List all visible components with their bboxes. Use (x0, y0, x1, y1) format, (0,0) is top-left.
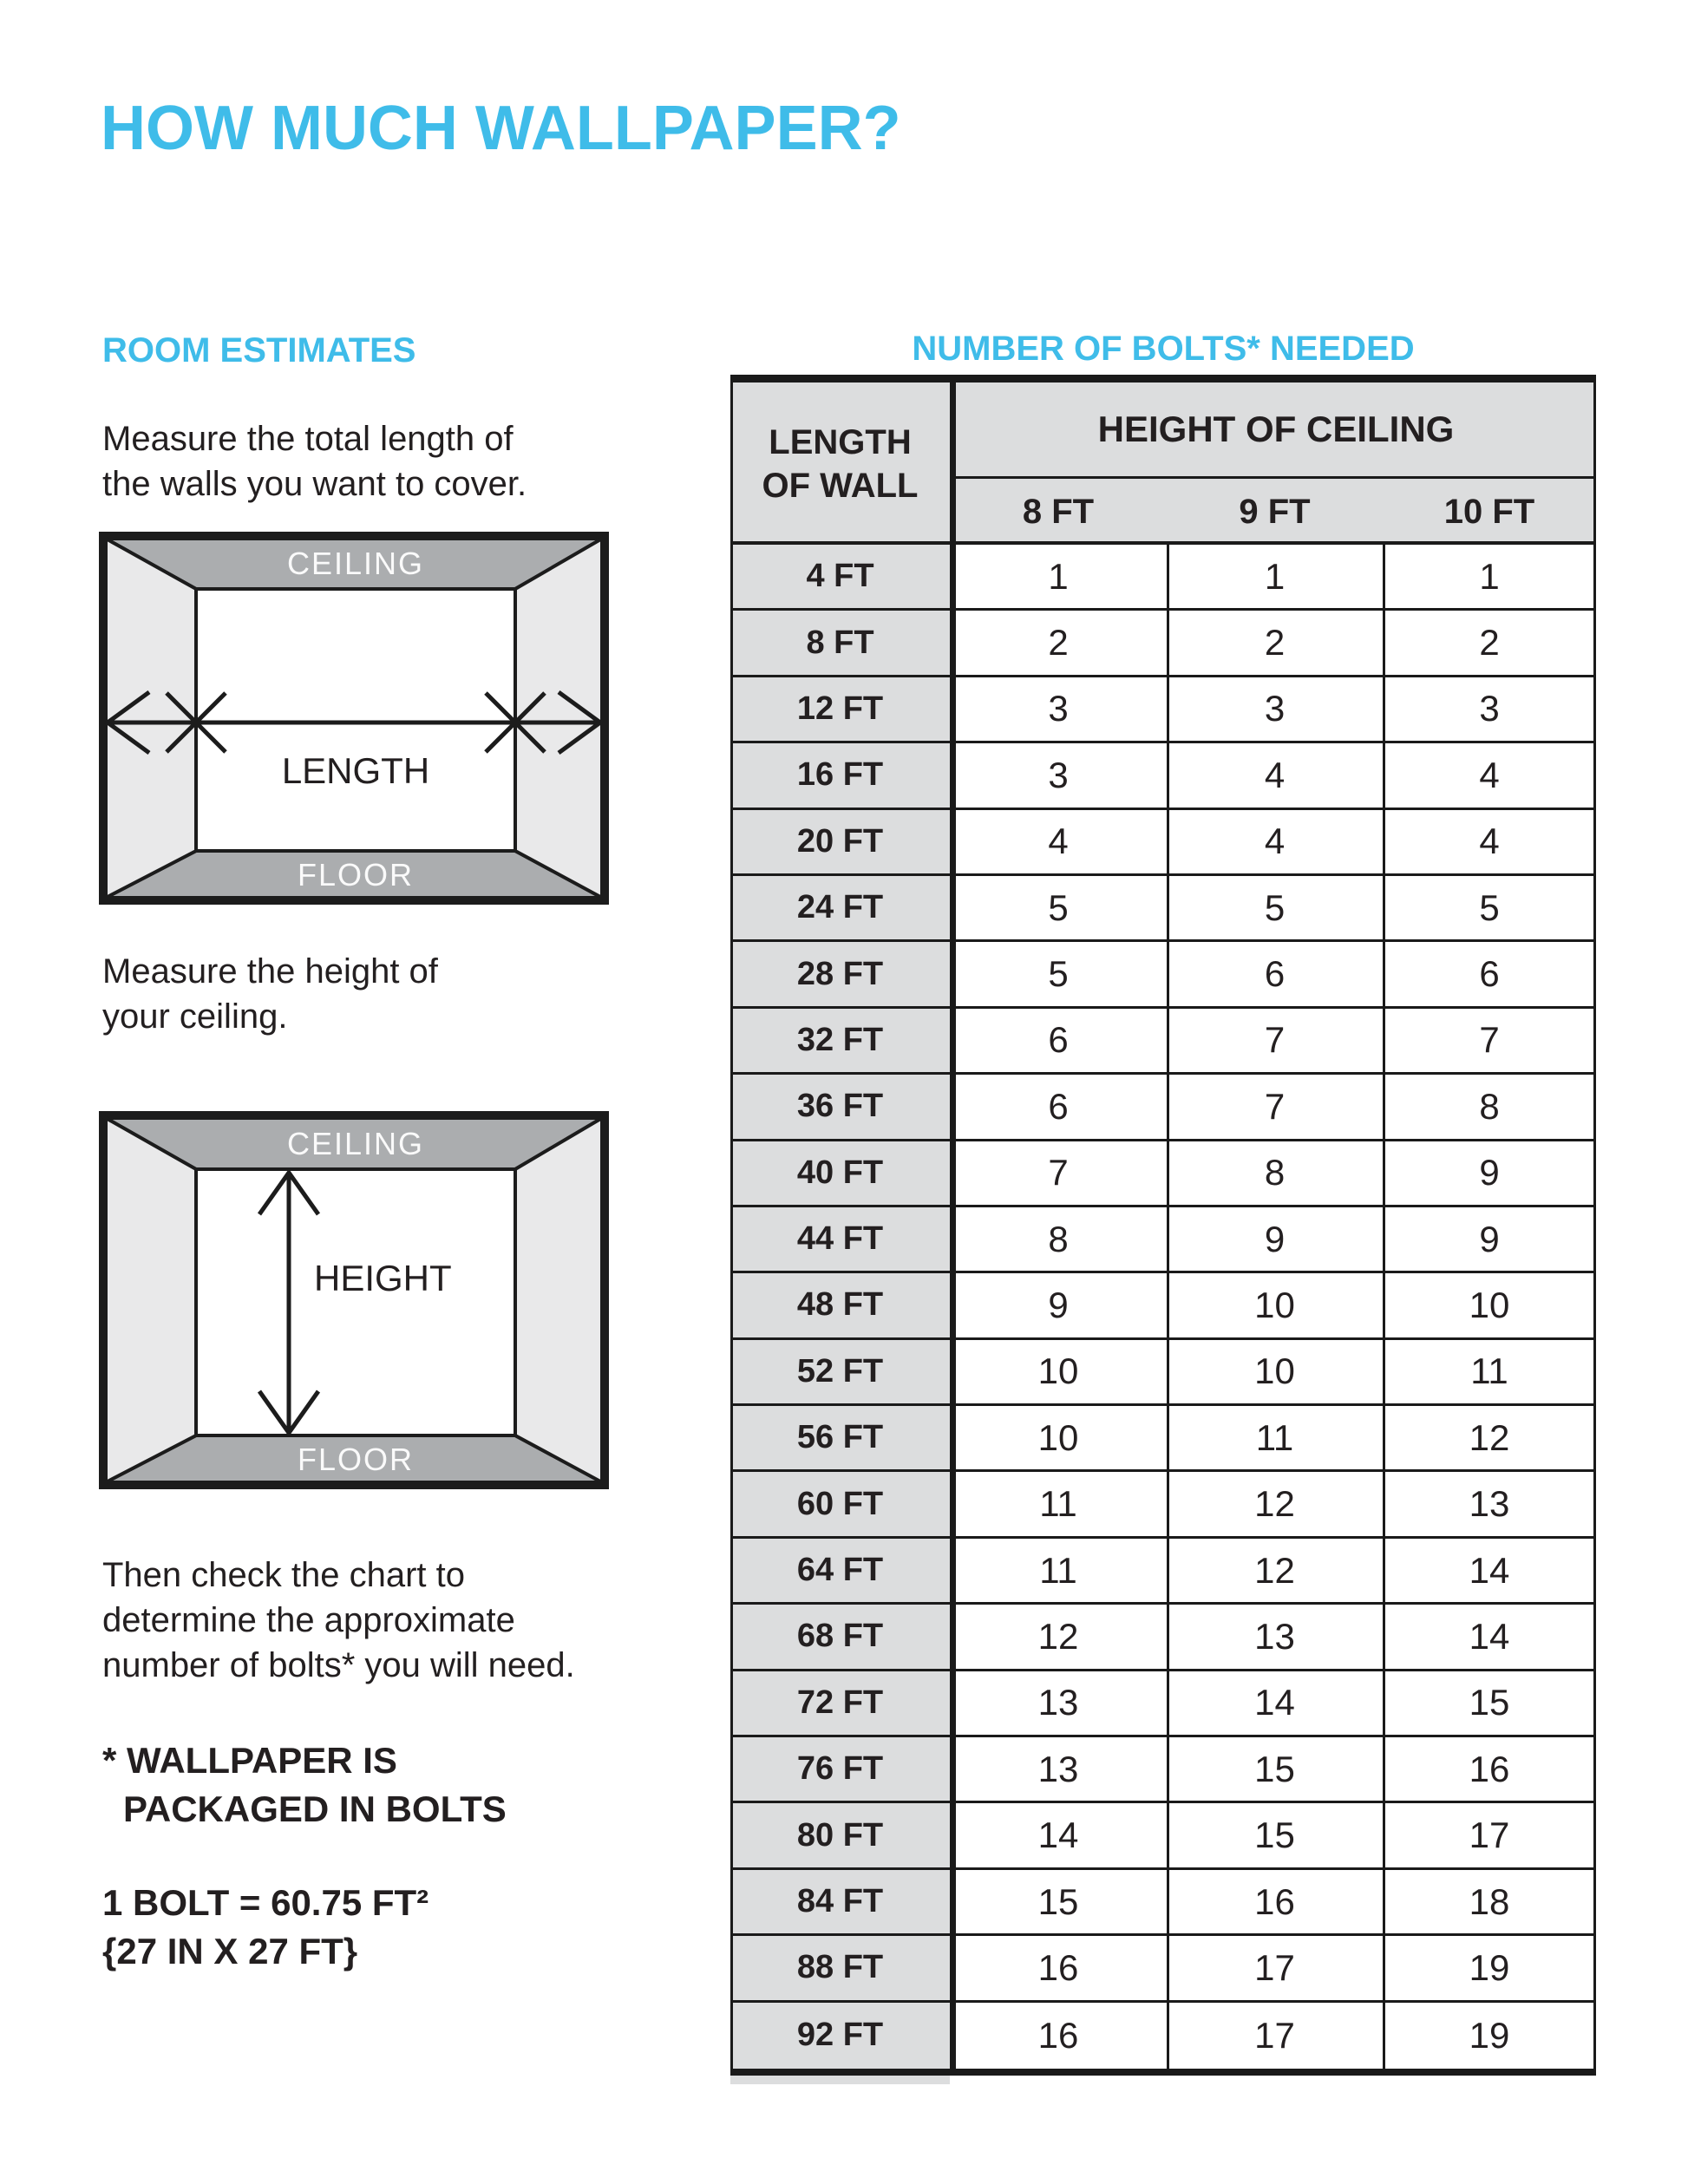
wall-length-cell: 48 FT (730, 1273, 950, 1337)
right-wall-plane (515, 1118, 602, 1482)
bolts-9ft-cell: 11 (1167, 1406, 1383, 1469)
bolts-10ft-cell: 11 (1383, 1340, 1596, 1403)
table-row (730, 810, 1596, 876)
instruction-height-line1: Measure the height of (102, 952, 438, 991)
bolts-8ft-cell: 15 (950, 1870, 1167, 1933)
label-column-tail (730, 2076, 950, 2084)
bolt-size-info (102, 1879, 429, 1976)
table-row (730, 876, 1596, 942)
bolts-8ft-cell: 2 (950, 611, 1167, 674)
bolts-9ft-cell: 7 (1167, 1009, 1383, 1072)
table-row (730, 743, 1596, 809)
table-row (730, 1207, 1596, 1273)
bolts-8ft-cell: 13 (950, 1671, 1167, 1735)
bolts-8ft-cell: 16 (950, 2003, 1167, 2069)
table-row (730, 677, 1596, 743)
bolts-9ft-cell: 5 (1167, 876, 1383, 939)
wall-length-cell: 72 FT (730, 1671, 950, 1735)
bolts-9ft-cell: 7 (1167, 1075, 1383, 1138)
bolts-10ft-cell: 18 (1383, 1870, 1596, 1933)
bolts-8ft-cell: 11 (950, 1539, 1167, 1602)
bolts-8ft-cell: 8 (950, 1207, 1167, 1271)
bolt-size-line2: {27 IN X 27 FT} (102, 1931, 358, 1971)
wall-length-cell: 76 FT (730, 1737, 950, 1801)
wall-length-cell: 4 FT (730, 545, 950, 608)
wall-length-cell: 16 FT (730, 743, 950, 807)
wall-length-cell: 88 FT (730, 1936, 950, 1999)
bolts-9ft-cell: 8 (1167, 1141, 1383, 1205)
bolts-8ft-cell: 9 (950, 1273, 1167, 1337)
wall-length-cell: 92 FT (730, 2003, 950, 2069)
back-wall-plane (196, 1169, 515, 1435)
table-top-rule (730, 375, 1596, 383)
bolts-10ft-cell: 9 (1383, 1207, 1596, 1271)
instruction-length (102, 416, 527, 507)
col-header-10ft: 10 FT (1443, 492, 1535, 531)
room-height-diagram (99, 1111, 609, 1489)
bolts-8ft-cell: 5 (950, 942, 1167, 1005)
instruction-chart-line1: Then check the chart to (102, 1556, 466, 1594)
ceiling-label: CEILING (286, 1126, 425, 1161)
bolts-10ft-cell: 7 (1383, 1009, 1596, 1072)
bolts-9ft-cell: 13 (1167, 1605, 1383, 1668)
instruction-chart (102, 1553, 575, 1688)
table-body (730, 545, 1596, 2069)
bolts-10ft-cell: 17 (1383, 1803, 1596, 1867)
left-wall-plane (106, 539, 196, 898)
table-right-border (1593, 383, 1596, 2069)
ceiling-label: CEILING (286, 546, 425, 581)
bolts-8ft-cell: 7 (950, 1141, 1167, 1205)
wall-length-cell: 44 FT (730, 1207, 950, 1271)
bolts-9ft-cell: 15 (1167, 1803, 1383, 1867)
table-row (730, 1141, 1596, 1207)
bolts-10ft-cell: 9 (1383, 1141, 1596, 1205)
wall-length-cell: 64 FT (730, 1539, 950, 1602)
bolts-10ft-cell: 15 (1383, 1671, 1596, 1735)
table-row (730, 1936, 1596, 2002)
table-row (730, 1539, 1596, 1605)
bolts-8ft-cell: 4 (950, 810, 1167, 873)
wall-length-cell: 60 FT (730, 1472, 950, 1535)
col-header-9ft: 9 FT (1239, 492, 1311, 531)
length-of-wall-line2: OF WALL (762, 466, 919, 505)
floor-label: FLOOR (297, 857, 415, 893)
bolts-10ft-cell: 12 (1383, 1406, 1596, 1469)
table-row (730, 611, 1596, 677)
table-row (730, 1870, 1596, 1936)
bolts-8ft-cell: 11 (950, 1472, 1167, 1535)
floor-label: FLOOR (297, 1442, 415, 1477)
bolts-8ft-cell: 10 (950, 1340, 1167, 1403)
back-wall-plane (196, 589, 515, 851)
bolts-8ft-cell: 10 (950, 1406, 1167, 1469)
table-row (730, 2003, 1596, 2069)
bolts-10ft-cell: 14 (1383, 1539, 1596, 1602)
table-row (730, 1472, 1596, 1538)
bolts-10ft-cell: 13 (1383, 1472, 1596, 1535)
table-header (730, 383, 1596, 545)
bolts-9ft-cell: 4 (1167, 810, 1383, 873)
wall-length-cell: 52 FT (730, 1340, 950, 1403)
bolts-8ft-cell: 6 (950, 1075, 1167, 1138)
bolts-10ft-cell: 5 (1383, 876, 1596, 939)
main-column-divider (950, 383, 956, 2069)
col-header-8ft: 8 FT (1022, 492, 1095, 531)
bolts-8ft-cell: 13 (950, 1737, 1167, 1801)
bolts-10ft-cell: 2 (1383, 611, 1596, 674)
bolts-10ft-cell: 1 (1383, 545, 1596, 608)
height-label: HEIGHT (314, 1258, 452, 1298)
bolts-9ft-cell: 17 (1167, 1936, 1383, 1999)
bolts-9ft-cell: 1 (1167, 545, 1383, 608)
bolts-8ft-cell: 1 (950, 545, 1167, 608)
table-bottom-rule (730, 2069, 1596, 2076)
bolts-9ft-cell: 6 (1167, 942, 1383, 1005)
bolt-size-line1: 1 BOLT = 60.75 FT² (102, 1882, 429, 1923)
room-length-diagram (99, 532, 609, 905)
wall-length-cell: 24 FT (730, 876, 950, 939)
bolts-9ft-cell: 15 (1167, 1737, 1383, 1801)
table-title: NUMBER OF BOLTS* NEEDED (912, 330, 1415, 368)
bolts-footnote (102, 1736, 507, 1834)
length-label: LENGTH (281, 750, 430, 791)
bolts-9ft-cell: 10 (1167, 1273, 1383, 1337)
wall-length-cell: 40 FT (730, 1141, 950, 1205)
bolts-8ft-cell: 3 (950, 677, 1167, 741)
height-of-ceiling-header: HEIGHT OF CEILING (1097, 409, 1455, 449)
table-row (730, 1075, 1596, 1141)
bolts-9ft-cell: 3 (1167, 677, 1383, 741)
bolts-9ft-cell: 12 (1167, 1472, 1383, 1535)
table-row (730, 1273, 1596, 1339)
wall-length-cell: 28 FT (730, 942, 950, 1005)
instruction-length-line2: the walls you want to cover. (102, 465, 527, 503)
wall-length-cell: 8 FT (730, 611, 950, 674)
wall-length-cell: 12 FT (730, 677, 950, 741)
bolts-8ft-cell: 3 (950, 743, 1167, 807)
column-divider (1167, 545, 1169, 2069)
wall-length-cell: 80 FT (730, 1803, 950, 1867)
wall-length-cell: 56 FT (730, 1406, 950, 1469)
table-row (730, 1737, 1596, 1803)
bolts-9ft-cell: 9 (1167, 1207, 1383, 1271)
bolts-footnote-line2: PACKAGED IN BOLTS (123, 1788, 507, 1829)
bolts-10ft-cell: 8 (1383, 1075, 1596, 1138)
bolts-10ft-cell: 19 (1383, 1936, 1596, 1999)
bolts-10ft-cell: 6 (1383, 942, 1596, 1005)
table-row (730, 942, 1596, 1008)
length-of-wall-header (730, 383, 950, 545)
bolts-9ft-cell: 2 (1167, 611, 1383, 674)
wall-length-cell: 20 FT (730, 810, 950, 873)
table-row (730, 1340, 1596, 1406)
bolts-8ft-cell: 16 (950, 1936, 1167, 1999)
bolts-9ft-cell: 12 (1167, 1539, 1383, 1602)
page-title: HOW MUCH WALLPAPER? (101, 94, 901, 163)
instruction-chart-line3: number of bolts* you will need. (102, 1646, 575, 1684)
table-row (730, 1009, 1596, 1075)
instruction-height (102, 949, 438, 1039)
bolts-10ft-cell: 19 (1383, 2003, 1596, 2069)
length-of-wall-line1: LENGTH (769, 422, 912, 461)
table-row (730, 1406, 1596, 1472)
bolts-10ft-cell: 4 (1383, 743, 1596, 807)
bolts-10ft-cell: 10 (1383, 1273, 1596, 1337)
instruction-height-line2: your ceiling. (102, 997, 288, 1036)
table-left-border (730, 383, 733, 2069)
room-estimates-heading: ROOM ESTIMATES (102, 331, 416, 369)
table-row (730, 545, 1596, 611)
wall-length-cell: 68 FT (730, 1605, 950, 1668)
bolts-10ft-cell: 14 (1383, 1605, 1596, 1668)
bolts-10ft-cell: 16 (1383, 1737, 1596, 1801)
instruction-chart-line2: determine the approximate (102, 1601, 515, 1639)
bolts-8ft-cell: 12 (950, 1605, 1167, 1668)
left-wall-plane (106, 1118, 196, 1482)
bolts-10ft-cell: 4 (1383, 810, 1596, 873)
bolts-9ft-cell: 14 (1167, 1671, 1383, 1735)
bolts-needed-table (730, 375, 1596, 2084)
bolts-9ft-cell: 10 (1167, 1340, 1383, 1403)
bolts-9ft-cell: 16 (1167, 1870, 1383, 1933)
table-row (730, 1671, 1596, 1737)
bolts-8ft-cell: 14 (950, 1803, 1167, 1867)
column-divider (1383, 545, 1385, 2069)
table-row (730, 1605, 1596, 1671)
wall-length-cell: 36 FT (730, 1075, 950, 1138)
bolts-10ft-cell: 3 (1383, 677, 1596, 741)
bolts-footnote-line1: * WALLPAPER IS (102, 1740, 397, 1781)
table-row (730, 1803, 1596, 1869)
wall-length-cell: 84 FT (730, 1870, 950, 1933)
instruction-length-line1: Measure the total length of (102, 420, 514, 458)
bolts-8ft-cell: 6 (950, 1009, 1167, 1072)
bolts-9ft-cell: 17 (1167, 2003, 1383, 2069)
bolts-8ft-cell: 5 (950, 876, 1167, 939)
wall-length-cell: 32 FT (730, 1009, 950, 1072)
right-wall-plane (515, 539, 602, 898)
bolts-9ft-cell: 4 (1167, 743, 1383, 807)
